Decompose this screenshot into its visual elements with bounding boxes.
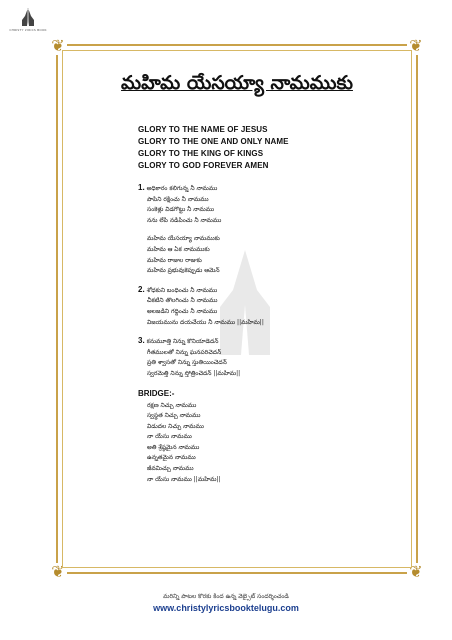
corner-ornament-icon: ❦ <box>407 563 425 581</box>
english-chorus-line: GLORY TO THE ONE AND ONLY NAME <box>138 137 289 146</box>
stanza-1-line: సంకెళ్లు విడగొట్టు నీ నామము <box>147 206 215 214</box>
stanza-3-line: 3. కనుమూత్తి నిన్ను కొనియాడెదన్ <box>138 336 219 346</box>
stanza-3-line: ప్రతి శ్వాసతో నిన్ను స్తుతియించెదన్ <box>147 359 227 367</box>
praying-hands-logo-icon <box>17 6 39 28</box>
stanza-2-line: చీకటిని తొలగించు నీ నామము <box>147 297 218 305</box>
bridge-line: అతి శ్రేష్ఠమైన నామము <box>147 443 200 451</box>
stanza-2-line: విజయమును దయచేయు నీ నామము ||మహిమ|| <box>147 318 264 326</box>
bridge-line: రక్షణ నిచ్చు నామము <box>147 401 197 409</box>
stanza-number: 1. <box>138 183 145 192</box>
stanza-1-line: 1. అధికారం కలిగున్న నీ నామము <box>138 183 218 192</box>
stanza-number: 3. <box>138 336 145 346</box>
bridge-line: జీవమిచ్చు నామము <box>147 465 194 473</box>
bridge-line: ఉన్నతమైన నామము <box>147 454 196 462</box>
bridge-line: నా యేసు నామము <box>147 433 192 441</box>
stanza-1-line: నను లేపి నడిపించు నీ నామము <box>147 216 222 224</box>
bridge-line: స్వస్థత నిచ్చు నామము <box>147 412 201 420</box>
stanza-3-line: స్వరమెత్తి నిన్ను స్తోత్రించెదన్ ||మహిమ|| <box>147 369 241 377</box>
stanza-2-line: 2. శోధకుని బంధించు నీ నామము <box>138 284 218 294</box>
bridge-line: విడుదల నిచ్చు నామము <box>147 422 204 430</box>
chorus-line: మహిమ ప్రభువుకెప్పుడు ఆమెన్ <box>147 267 220 275</box>
logo-text: CHRISTY LYRICS BOOK <box>9 28 47 32</box>
site-logo <box>8 6 48 40</box>
footer-note: మరిన్ని పాటల కొరకు కింద ఉన్న వెబ్సైట్ సందర్శించండి <box>163 593 289 600</box>
corner-ornament-icon: ❦ <box>407 37 425 55</box>
song-title: మహిమ యేసయ్యా నామముకు <box>121 72 353 94</box>
english-chorus-line: GLORY TO THE KING OF KINGS <box>138 149 264 158</box>
stanza-number: 2. <box>138 284 145 294</box>
corner-ornament-icon: ❦ <box>49 37 67 55</box>
stanza-2-line: అలజడిని గద్దించు నీ నామము <box>147 307 218 315</box>
corner-ornament-icon: ❦ <box>49 563 67 581</box>
stanza-3-line: గీతములతో నిన్ను ఘనపరిచెదన్ <box>147 348 222 356</box>
website-link[interactable]: www.christylyricsbooktelugu.com <box>153 603 299 613</box>
chorus-line: మహిమ యేసయ్యా నామముకు <box>147 235 220 243</box>
lyrics-body <box>138 124 398 485</box>
stanza-1-line: పాపిని రక్షించు నీ నామము <box>147 195 209 203</box>
english-chorus-line: GLORY TO THE NAME OF JESUS <box>138 125 268 134</box>
bridge-line: నా యేసు నామము ||మహిమ|| <box>147 475 221 483</box>
chorus-line: మహిమ రాజుల రాజుకు <box>147 256 202 264</box>
english-chorus-line: GLORY TO GOD FOREVER AMEN <box>138 161 269 170</box>
chorus-line: మహిమ ఆ ఏక నామముకు <box>147 245 210 253</box>
bridge-heading: BRIDGE:- <box>138 388 175 398</box>
